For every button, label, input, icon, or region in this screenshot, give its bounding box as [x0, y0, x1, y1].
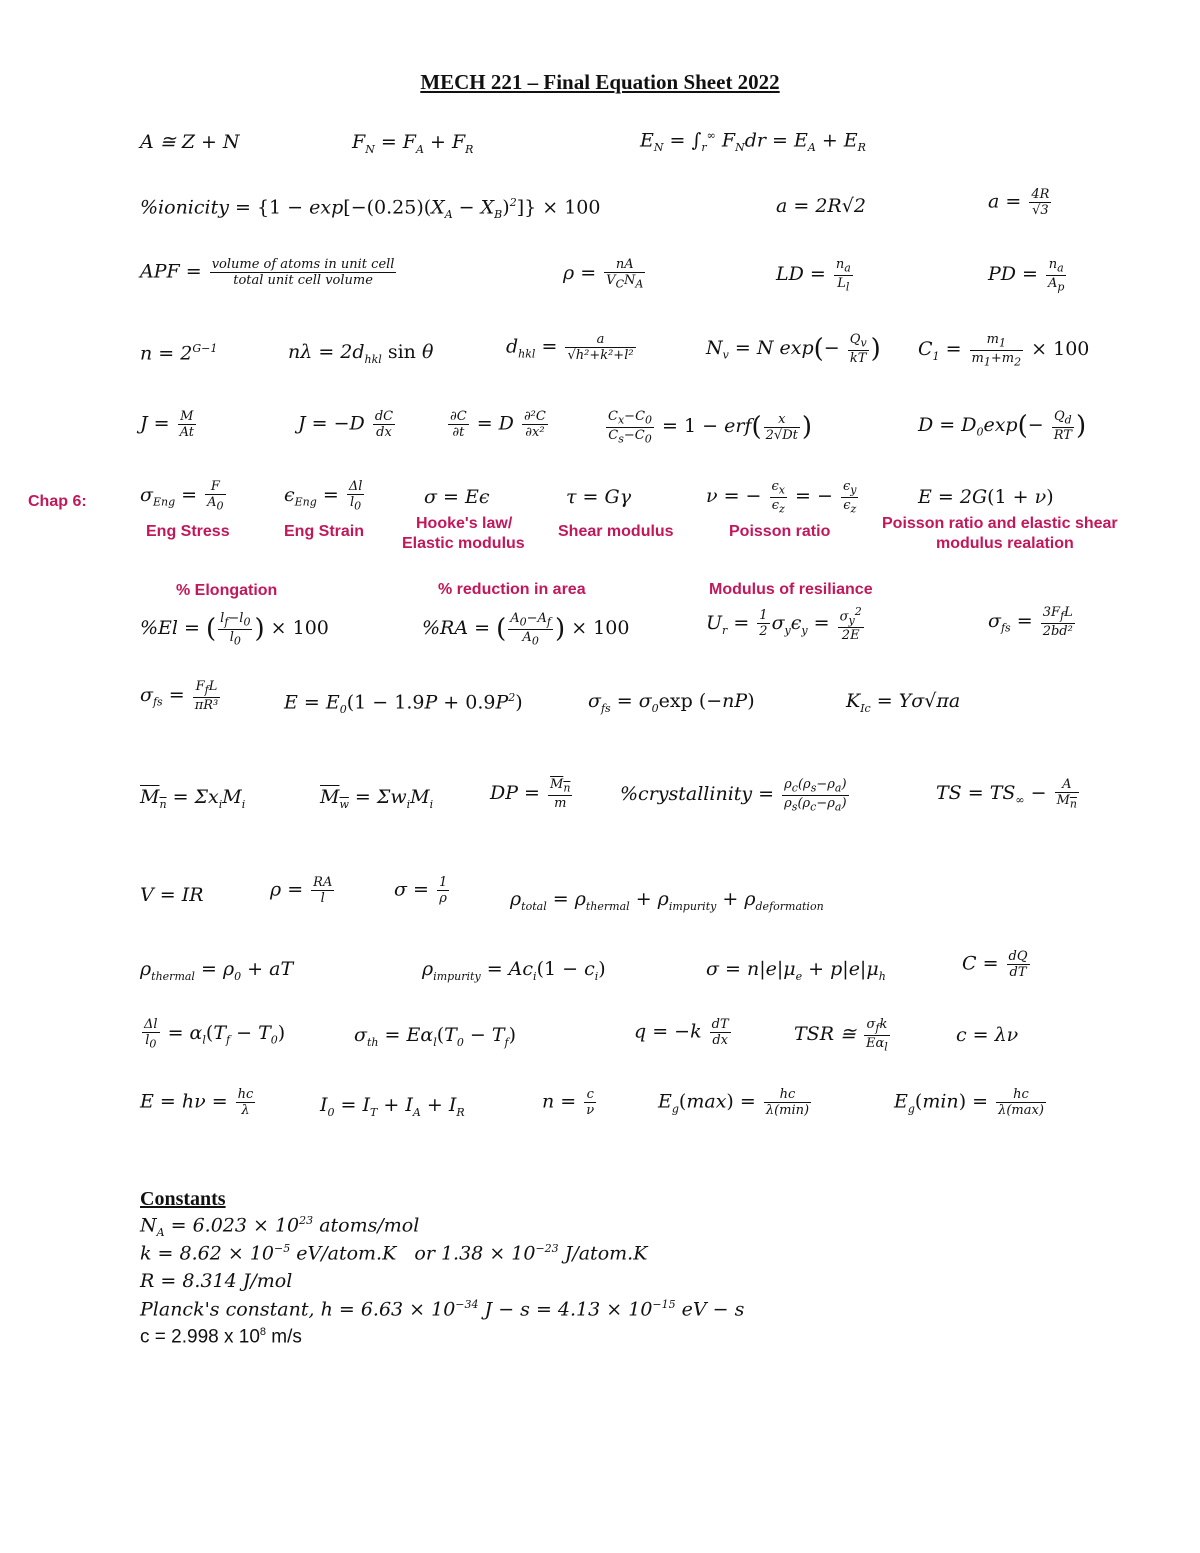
equation-eng-strain: $\epsilon_{Eng}$ = $\frac{\Delta l}{l_0}$ [284, 479, 363, 513]
equation-total-resistivity: $\rho_{total} = \rho_{thermal} + \rho_{impurity} + \rho_{deformation}$ [510, 888, 824, 913]
equation-heat-capacity: C = $\frac{dQ}{dT}$ [962, 949, 1028, 980]
equation-bcc-lattice: a = $\frac{4R}{√3}$ [988, 187, 1050, 218]
equation-linear-density: LD = $\frac{n_a}{L_l}$ [776, 257, 851, 294]
constants-heading: Constants [140, 1188, 226, 1210]
equation-thermal-resistivity: $\rho_{thermal} = \rho_0$ + aT [140, 958, 294, 983]
equation-wave: c = λν [956, 1024, 1019, 1046]
equation-intensity: $I_0 = I_T + I_A + I_R$ [320, 1094, 465, 1119]
equation-mass-number: A ≅ Z + N [140, 131, 240, 153]
label-eng-strain: Eng Strain [284, 523, 365, 540]
equation-ficks-second: $\frac{\partial C}{\partial t}$ = D $\frac{\text{∂²C}}{\text{∂x²}}$ [450, 409, 546, 440]
equation-ficks-first: J = −D $\frac{dC}{dx}$ [298, 409, 394, 440]
equation-grain-size: $n = 2^{G-1}$ [140, 342, 218, 365]
equation-semiconductor-conductivity: $\sigma = n|e|\mu_e + p|e|\mu_h$ [706, 958, 886, 983]
equation-shear: τ = Gγ [566, 486, 632, 508]
equation-reduction-area: %RA = ( $\frac{A_0-A_f}{A_0}$ ) × 100 [422, 611, 630, 648]
equation-dp: DP = $\frac{M_n}{m}$ [490, 777, 571, 811]
equation-conductivity: σ = $\frac{1}{\rho}$ [394, 875, 448, 906]
equation-concentration: $C_1$ = $\frac{m_1}{m_1+m_2}$ × 100 [918, 332, 1090, 369]
label-elastic-modulus: Elastic modulus [402, 535, 525, 552]
equation-thermal-expansion: $\frac{\Delta l}{l_0}$ = $\alpha_l(T_f - T_0)$ [144, 1017, 286, 1051]
chapter-label: Chap 6: [28, 493, 87, 510]
equation-density: ρ = nA $V_CN_A$ [563, 257, 644, 291]
label-elongation: % Elongation [176, 582, 278, 599]
equation-flexural-rect: $\sigma_{fs}$ = $3F_fL$ 2bd² [988, 605, 1073, 639]
equation-photon-energy: E = hν = $\frac{hc}{\lambda}$ [140, 1087, 254, 1118]
constant-light-speed: c = 2.998 x $10^8$ m/s [140, 1326, 302, 1348]
label-poisson-ratio: Poisson ratio [729, 523, 831, 540]
equation-apf: APF = volume of atoms in unit cell total unit cell volume [140, 257, 395, 288]
constant-avogadro: $N_A = 6.023 \times 10^{23}$ atoms/mol [140, 1214, 420, 1240]
equation-shear-modulus-relation: E = 2G(1 + ν) [918, 486, 1054, 508]
equation-fracture-toughness: $K_{Ic} = Y\sigma√\pi a$ [846, 690, 961, 715]
equation-mw: $M_w = \Sigma w_iM_i$ [320, 786, 434, 811]
equation-impurity-resistivity: $\rho_{impurity} = Ac_i(1 - c_i)$ [422, 958, 606, 983]
label-eng-stress: Eng Stress [146, 523, 230, 540]
equation-diffusion-coefficient: $D = D_0\exp(-$ $\frac{Q_d}{RT}$ ) [918, 409, 1087, 443]
label-resilience: Modulus of resiliance [709, 581, 873, 598]
constant-boltzmann: $k = 8.62 \times 10^{-5}$ eV/atom.K or $1.38 \times 10^{-23}$ J/atom.K [140, 1242, 648, 1265]
equation-porosity-strength: $\sigma_{fs} = \sigma_0\exp$ (−nP) [588, 690, 755, 715]
equation-eng-stress: $\sigma_{Eng}$ = $\frac{F}{A_0}$ [140, 479, 224, 513]
equation-interplanar: $d_{hkl}$ = $\frac{a}{\text{√h²+k²+l²}}$ [506, 332, 634, 363]
equation-erf: $\frac{C_x-C_0}{C_s-C_0}$ = 1 − erf( $\frac{x}{2√Dt}$ ) [608, 409, 812, 446]
equation-flux: J = $\frac{M}{At}$ [140, 409, 195, 440]
equation-ionicity: %ionicity = $\{1 - \exp[-(0.25)(X_A - X_B)^2]\} \times 100$ [140, 196, 601, 222]
equation-vacancies: $N_v = N$ exp(− $\frac{Q_v}{kT}$ ) [706, 332, 881, 366]
constant-gas: R = 8.314 J/mol [140, 1270, 293, 1292]
equation-fcc-lattice: a = 2R√2 [776, 195, 866, 217]
equation-net-energy: $E_N = \int_r^\infty$ $F_Ndr = E_A + E_R$ [640, 129, 866, 155]
equation-tsr: TSR ≅ $\sigma_fk$ $E\alpha_l$ [794, 1017, 888, 1054]
equation-band-gap-min: $E_g(\min)$ = hc λ(max) [894, 1087, 1044, 1118]
label-poisson-relation-2: modulus realation [936, 535, 1074, 552]
equation-bragg: $n\lambda = 2d_{hkl}$ sin θ [288, 341, 434, 366]
label-hookes-law: Hooke's law/ [416, 515, 513, 532]
label-shear-modulus: Shear modulus [558, 523, 674, 540]
equation-net-force: $F_N = F_A + F_R$ [352, 131, 474, 156]
equation-hookes-law: σ = Eϵ [424, 486, 490, 508]
constant-planck: Planck's constant, $h = 6.63 \times 10^{-34}$ $J - s = 4.13 \times 10^{-15}$ eV − s [140, 1298, 745, 1321]
equation-mn: $M_n = \Sigma x_iM_i$ [140, 786, 246, 811]
equation-ohms-law: V = IR [140, 884, 204, 906]
equation-planar-density: PD = $\frac{n_a}{A_p}$ [988, 257, 1065, 294]
equation-elongation: %El = ( $\frac{l_f-l_0}{l_0}$ ) × 100 [140, 611, 329, 648]
equation-flexural-circ: $\sigma_{fs}$ = $F_fL$ πR³ [140, 679, 219, 713]
equation-refraction-index: n = $\frac{c}{\nu}$ [542, 1087, 595, 1118]
label-poisson-relation: Poisson ratio and elastic shear [882, 515, 1118, 532]
equation-resistivity: ρ = $\frac{RA}{l}$ [270, 875, 333, 906]
label-reduction-area: % reduction in area [438, 581, 586, 598]
equation-thermal-stress: $\sigma_{th} = E\alpha_l(T_0 - T_f)$ [354, 1024, 517, 1049]
equation-resilience: $U_r$ = $\frac{1}{2}$ $\sigma_y\epsilon_y$ = $\frac{\sigma_y^2}{2E}$ [706, 605, 862, 643]
equation-poisson: ν = − $\frac{\epsilon_x}{\epsilon_z}$ = − $\frac{\epsilon_y}{\epsilon_z}$ [706, 479, 857, 516]
equation-tensile-strength: TS = $TS_\infty$ − $\frac{A}{M_n}$ [936, 777, 1077, 811]
page-title: MECH 221 – Final Equation Sheet 2022 [420, 70, 780, 94]
equation-heat-flux: q = −k $\frac{dT}{dx}$ [634, 1017, 729, 1048]
equation-crystallinity: %crystallinity = $\frac{\rho_c(\rho_s-\rho_a)}{\rho_s(\rho_c-\rho_a)}$ [620, 777, 847, 814]
equation-porosity-modulus: $E = E_0(1 - 1.9P + 0.9P^2)$ [284, 691, 523, 717]
equation-band-gap-max: $E_g(\max)$ = hc λ(min) [658, 1087, 810, 1118]
